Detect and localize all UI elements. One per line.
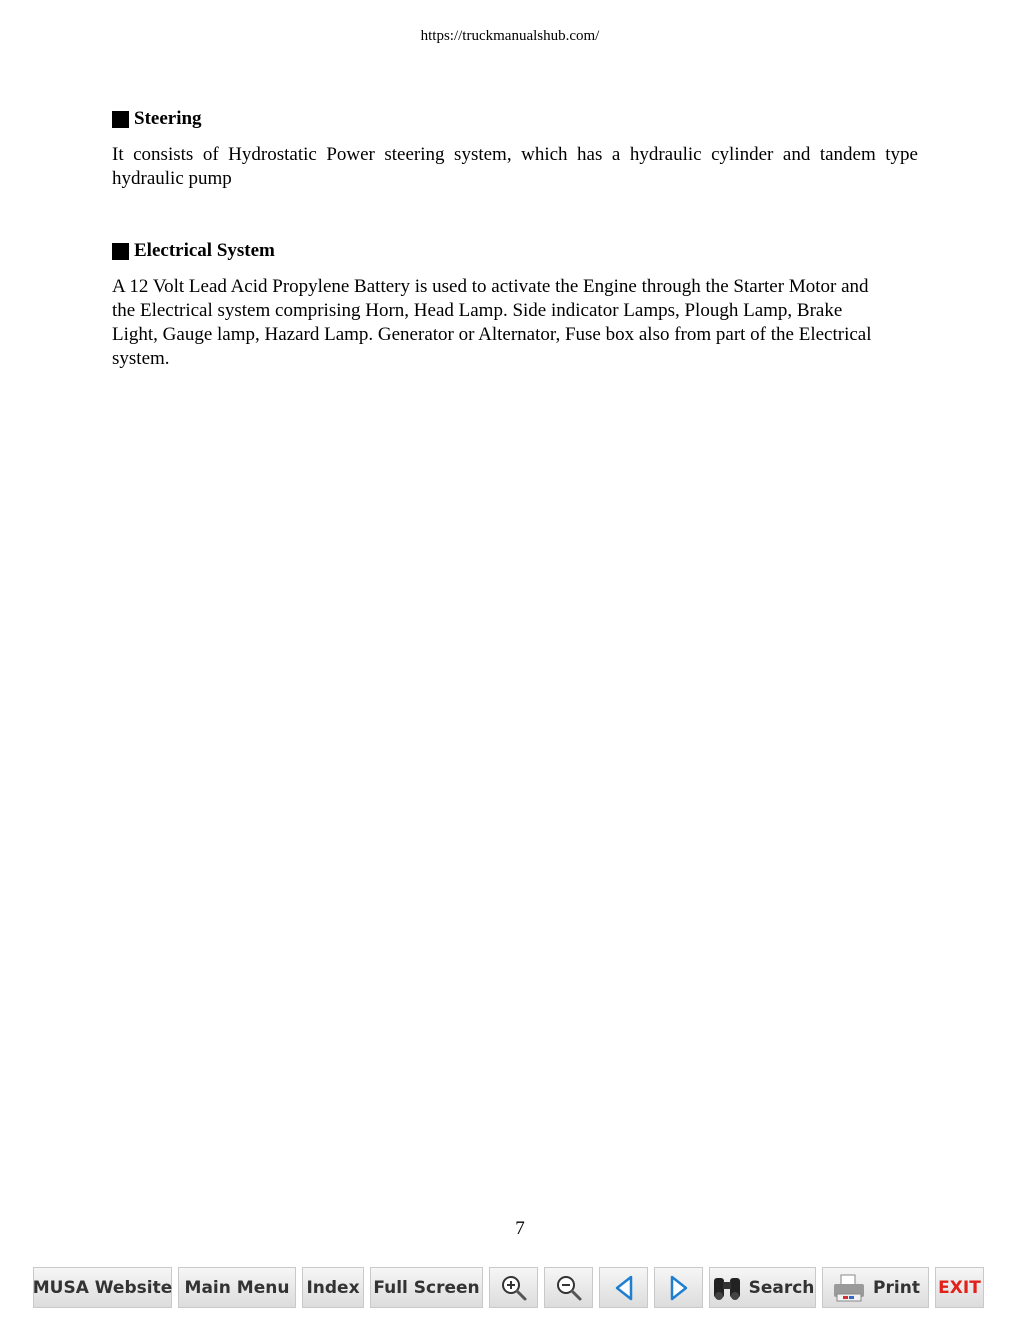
- section-heading: [112, 239, 918, 263]
- navigation-toolbar: [33, 1267, 984, 1308]
- section-steering: [112, 107, 918, 191]
- body-line: the Electrical system comprising Horn, Head Lamp. Side indicator Lamps, Plough Lamp, Brake: [112, 300, 843, 321]
- body-line: A 12 Volt Lead Acid Propylene Battery is used to activate the Engine through the Starter Motor and: [112, 276, 869, 297]
- main-menu-button[interactable]: Main Menu: [178, 1267, 296, 1308]
- triangle-left-icon: [613, 1275, 635, 1301]
- musa-website-button[interactable]: MUSA Website: [33, 1267, 172, 1308]
- section-heading-text: Electrical System: [134, 240, 275, 261]
- zoom-out-icon: [555, 1274, 583, 1302]
- exit-button[interactable]: EXIT: [935, 1267, 984, 1308]
- previous-page-button[interactable]: [599, 1267, 648, 1308]
- search-label: Search: [748, 1277, 815, 1298]
- printer-icon: [831, 1273, 867, 1303]
- page-url: https://truckmanualshub.com/: [420, 28, 600, 44]
- section-electrical-system: [112, 239, 918, 371]
- binoculars-icon: [711, 1274, 743, 1302]
- zoom-in-button[interactable]: [489, 1267, 538, 1308]
- print-label: Print: [873, 1277, 920, 1298]
- body-line: system.: [112, 348, 170, 369]
- next-page-button[interactable]: [654, 1267, 703, 1308]
- square-bullet-icon: [112, 111, 129, 128]
- zoom-in-icon: [500, 1274, 528, 1302]
- body-line: Light, Gauge lamp, Hazard Lamp. Generator or Alternator, Fuse box also from part of the Electrical: [112, 324, 872, 345]
- page-number: 7: [515, 1218, 525, 1239]
- zoom-out-button[interactable]: [544, 1267, 593, 1308]
- section-heading: [112, 107, 918, 131]
- triangle-right-icon: [668, 1275, 690, 1301]
- full-screen-button[interactable]: Full Screen: [370, 1267, 483, 1308]
- section-heading-text: Steering: [134, 108, 202, 129]
- search-button[interactable]: [709, 1267, 816, 1308]
- section-body: [112, 275, 918, 371]
- section-body: It consists of Hydrostatic Power steering system, which has a hydraulic cylinder and tandem type hydraulic pump: [112, 144, 918, 189]
- print-button[interactable]: [822, 1267, 929, 1308]
- index-button[interactable]: Index: [302, 1267, 364, 1308]
- square-bullet-icon: [112, 243, 129, 260]
